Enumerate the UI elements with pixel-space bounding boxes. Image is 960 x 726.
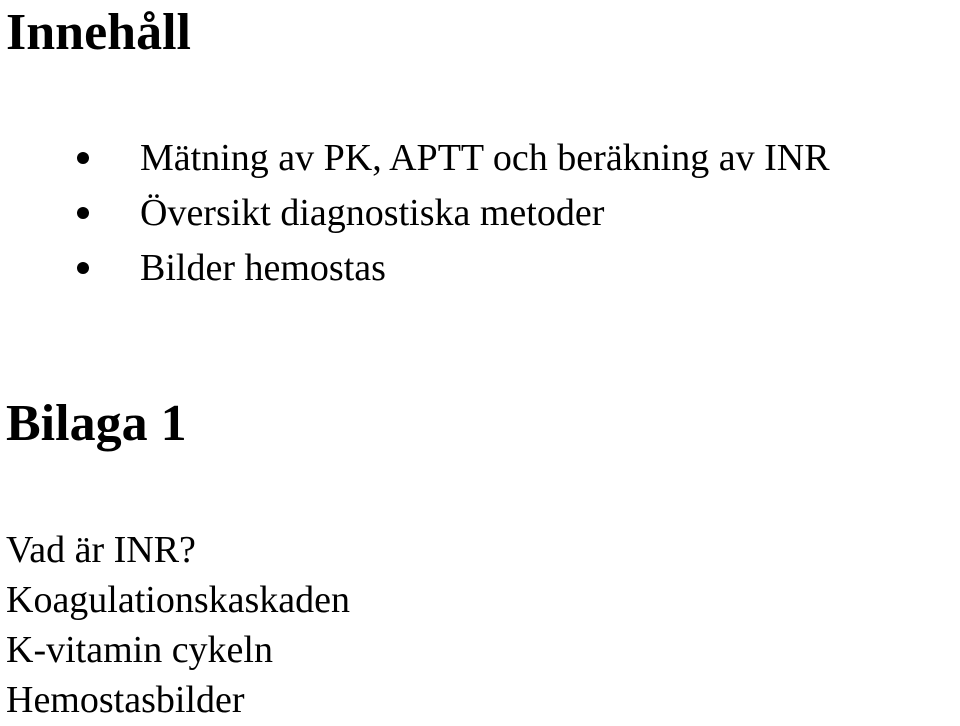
appendix-list-item: Hemostasbilder xyxy=(6,679,245,721)
contents-item-label: Mätning av PK, APTT och beräkning av INR xyxy=(140,137,830,179)
appendix-list-item: Koagulationskaskaden xyxy=(6,579,351,621)
bullet-icon xyxy=(77,207,89,219)
contents-heading: Innehåll xyxy=(6,4,191,61)
contents-item-label: Översikt diagnostiska metoder xyxy=(140,192,605,234)
appendix-list xyxy=(6,526,350,726)
contents-item-label: Bilder hemostas xyxy=(140,247,386,289)
appendix-list-item: Vad är INR? xyxy=(6,529,196,571)
appendix-heading: Bilaga 1 xyxy=(6,395,187,452)
appendix-list-item: K-vitamin cykeln xyxy=(6,629,273,671)
bullet-icon xyxy=(77,262,89,274)
bullet-icon xyxy=(77,152,89,164)
